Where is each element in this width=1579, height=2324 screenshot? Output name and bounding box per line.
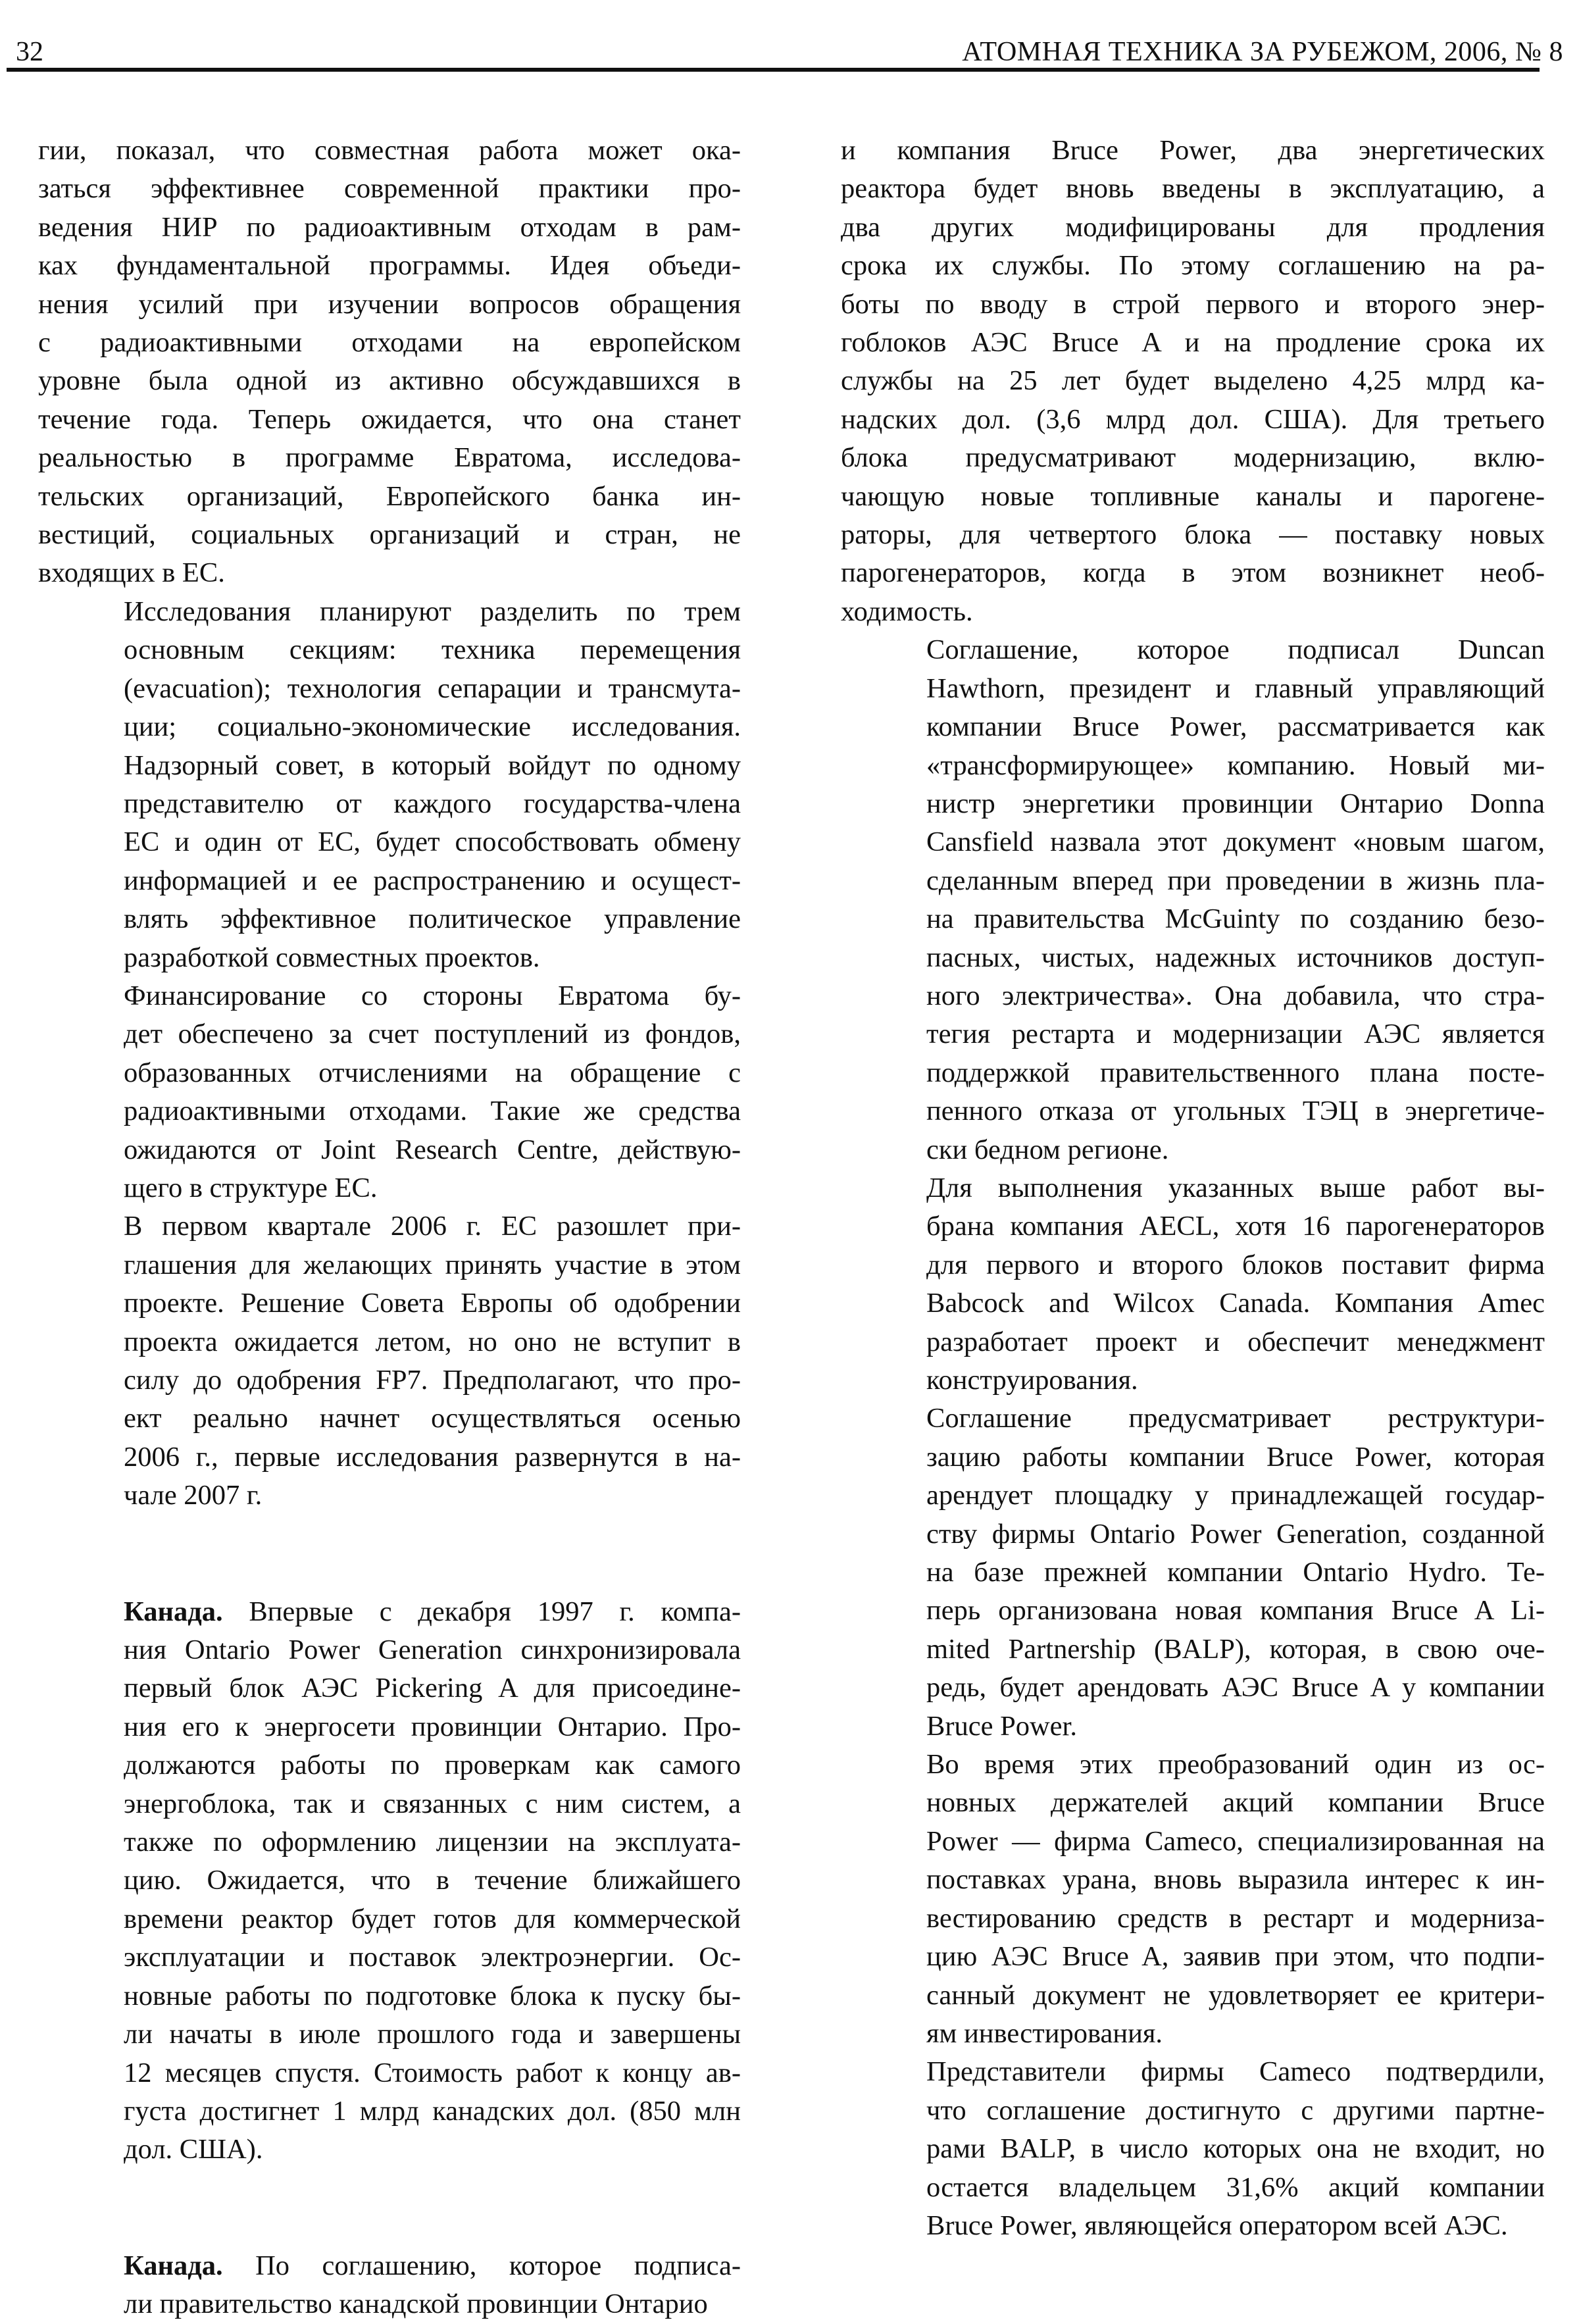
text-line: чающую новые топливные каналы и парогене- xyxy=(841,480,1545,512)
journal-title: АТОМНАЯ ТЕХНИКА ЗА РУБЕЖОМ, 2006, № 8 xyxy=(962,37,1563,67)
text-line: ного электричества». Она добавила, что стра- xyxy=(926,980,1545,1011)
text-line: Канада. По соглашению, которое подписа- xyxy=(124,2250,741,2281)
text-line: (evacuation); технология сепарации и трансмута- xyxy=(124,672,741,704)
section-gap xyxy=(38,1515,741,1593)
text-line: поставках урана, вновь выразила интерес к ин- xyxy=(926,1864,1545,1896)
text-line: ли правительство канадской провинции Онтарио xyxy=(124,2288,708,2320)
text-line: гоблоков АЭС Bruce A и на продление срока их xyxy=(841,327,1545,359)
text-line: информацией и ее распространению и осущест- xyxy=(124,865,741,896)
section-gap xyxy=(38,2169,741,2247)
text-line: заться эффективнее современной практики про- xyxy=(38,173,741,205)
text-line: Во время этих преобразований один из ос- xyxy=(926,1749,1545,1781)
text-line: с радиоактивными отходами на европейском xyxy=(38,327,741,359)
text-line: арендует площадку у принадлежащей государ- xyxy=(926,1480,1545,1511)
text-line: остается владельцем 31,6% акций компании xyxy=(926,2171,1545,2203)
right-column xyxy=(841,132,1545,2245)
text-line: на правительства McGuinty по созданию безо- xyxy=(926,903,1545,935)
text-line: уровне была одной из активно обсуждавшихся в xyxy=(38,365,741,397)
text-line: В первом квартале 2006 г. ЕС разошлет при- xyxy=(124,1211,741,1242)
text-line: Babcock and Wilcox Canada. Компания Amec xyxy=(926,1288,1545,1319)
text-line: тегия рестарта и модернизации АЭС является xyxy=(926,1019,1545,1050)
text-line: влять эффективное политическое управление xyxy=(124,903,741,935)
text-line: щего в структуре ЕС. xyxy=(124,1172,378,1203)
text-line: ожидаются от Joint Research Centre, действую- xyxy=(124,1134,741,1165)
text-line: эксплуатации и поставок электроэнергии. Ос- xyxy=(124,1942,741,1973)
text-line: густа достигнет 1 млрд канадских дол. (850 млн xyxy=(124,2095,741,2127)
text-line: поддержкой правительственного плана посте- xyxy=(926,1057,1545,1088)
paragraph xyxy=(38,977,741,1207)
text-line: первый блок АЭС Pickering A для присоедине- xyxy=(124,1673,741,1704)
text-line: вестиций, социальных организаций и стран, не xyxy=(38,519,741,551)
text-line: сделанным вперед при проведении в жизнь пла- xyxy=(926,865,1545,896)
text-line: также по оформлению лицензии на эксплуата- xyxy=(124,1827,741,1858)
text-line: времени реактор будет готов для коммерческой xyxy=(124,1903,741,1934)
text-line: службы на 25 лет будет выделено 4,25 млрд ка- xyxy=(841,365,1545,397)
text-line: ству фирмы Ontario Power Generation, созданной xyxy=(926,1518,1545,1550)
page-number: 32 xyxy=(16,37,43,67)
text-line: Bruce Power. xyxy=(926,1710,1077,1742)
paragraph xyxy=(841,631,1545,1169)
text-line: радиоактивными отходами. Такие же средства xyxy=(124,1096,741,1127)
text-line: 12 месяцев спустя. Стоимость работ к концу ав- xyxy=(124,2057,741,2088)
text-line: срока их службы. По этому соглашению на ра- xyxy=(841,250,1545,282)
text-line: дет обеспечено за счет поступлений из фондов, xyxy=(124,1019,741,1050)
text-line: пасных, чистых, надежных источников доступ- xyxy=(926,942,1545,973)
section-heading: Канада. xyxy=(124,1596,223,1627)
text-line: реактора будет вновь введены в эксплуатацию, а xyxy=(841,173,1545,205)
text-line: что соглашение достигнуто с другими партне- xyxy=(926,2094,1545,2126)
text-line: перь организована новая компания Bruce A Li- xyxy=(926,1595,1545,1627)
paragraph xyxy=(841,1746,1545,2053)
text-line: Соглашение предусматривает реструктури- xyxy=(926,1403,1545,1434)
text-line: Hawthorn, президент и главный управляющий xyxy=(926,672,1545,704)
text-line: чале 2007 г. xyxy=(124,1480,263,1511)
left-column xyxy=(38,132,741,2324)
text-line: проекте. Решение Совета Европы об одобрении xyxy=(124,1288,741,1319)
paragraph xyxy=(38,593,741,977)
text-line: ЕС и один от ЕС, будет способствовать обмену xyxy=(124,826,741,858)
text-line: ведения НИР по радиоактивным отходам в рам- xyxy=(38,211,741,243)
text-line: для первого и второго блоков поставит фирма xyxy=(926,1249,1545,1280)
text-line: образованных отчислениями на обращение с xyxy=(124,1057,741,1088)
text-line: разработает проект и обеспечит менеджмент xyxy=(926,1326,1545,1357)
text-line: новные работы по подготовке блока к пуску бы- xyxy=(124,1980,741,2011)
text-line: надских дол. (3,6 млрд дол. США). Для третьего xyxy=(841,403,1545,435)
paragraph xyxy=(841,1169,1545,1400)
text-line: ции; социально-экономические исследования. xyxy=(124,711,741,743)
text-line: входящих в ЕС. xyxy=(38,557,225,589)
text-line: новных держателей акций компании Bruce xyxy=(926,1787,1545,1819)
text-line: конструирования. xyxy=(926,1365,1138,1396)
paragraph xyxy=(38,132,741,593)
text-line: дол. США). xyxy=(124,2134,263,2165)
text-line: гии, показал, что совместная работа может ока- xyxy=(38,135,741,166)
text-line: блока предусматривают модернизацию, вклю- xyxy=(841,442,1545,474)
text-line: пенного отказа от угольных ТЭЦ в энергетиче- xyxy=(926,1096,1545,1127)
text-line: ект реально начнет осуществляться осенью xyxy=(124,1403,741,1434)
text-line: Power — фирма Cameco, специализированная на xyxy=(926,1825,1545,1857)
text-line: ния его к энергосети провинции Онтарио. Про- xyxy=(124,1711,741,1742)
text-line: раторы, для четвертого блока — поставку новых xyxy=(841,519,1545,551)
text-line: нистр энергетики провинции Онтарио Donna xyxy=(926,788,1545,819)
text-line: должаются работы по проверкам как самого xyxy=(124,1750,741,1781)
text-line: «трансформирующее» компанию. Новый ми- xyxy=(926,749,1545,781)
text-line: Надзорный совет, в который войдут по одному xyxy=(124,749,741,781)
text-line: цию. Ожидается, что в течение ближайшего xyxy=(124,1865,741,1896)
text-line: боты по вводу в строй первого и второго энер- xyxy=(841,288,1545,320)
text-line: Соглашение, которое подписал Duncan xyxy=(926,634,1545,666)
text-line: Представители фирмы Cameco подтвердили, xyxy=(926,2056,1545,2088)
text-line: глашения для желающих принять участие в этом xyxy=(124,1249,741,1280)
text-line: цию АЭС Bruce A, заявив при этом, что подпи- xyxy=(926,1941,1545,1973)
text-line: компании Bruce Power, рассматривается как xyxy=(926,711,1545,743)
paragraph xyxy=(841,132,1545,631)
text-line: рами BALP, в число которых она не входит, но xyxy=(926,2133,1545,2165)
paragraph xyxy=(38,1593,741,2169)
text-line: два других модифицированы для продления xyxy=(841,211,1545,243)
text-line: проекта ожидается летом, но оно не вступит в xyxy=(124,1326,741,1357)
text-line: mited Partnership (BALP), которая, в свою оче- xyxy=(926,1633,1545,1665)
paragraph xyxy=(38,1207,741,1515)
text-line: санный документ не удовлетворяет ее критери- xyxy=(926,1979,1545,2011)
text-line: ходимость. xyxy=(841,595,973,627)
text-line: течение года. Теперь ожидается, что она станет xyxy=(38,403,741,435)
text-line: зацию работы компании Bruce Power, которая xyxy=(926,1441,1545,1473)
text-line: представителю от каждого государства-члена xyxy=(124,788,741,819)
text-line: вестированию средств в рестарт и модерниза- xyxy=(926,1902,1545,1934)
text-line: ям инвестирования. xyxy=(926,2017,1163,2049)
text-line: основным секциям: техника перемещения xyxy=(124,634,741,666)
text-line: Cansfield назвала этот документ «новым шагом, xyxy=(926,826,1545,858)
text-line: парогенераторов, когда в этом возникнет необ- xyxy=(841,557,1545,589)
text-line: реальностью в программе Евратома, исследова- xyxy=(38,442,741,474)
text-line: брана компания AECL, хотя 16 парогенераторов xyxy=(926,1211,1545,1242)
section-heading: Канада. xyxy=(124,2250,223,2281)
text-line: Финансирование со стороны Евратома бу- xyxy=(124,980,741,1011)
header-rule xyxy=(7,68,1540,72)
paragraph xyxy=(841,1400,1545,1746)
paragraph xyxy=(841,2053,1545,2245)
text-line: и компания Bruce Power, два энергетических xyxy=(841,135,1545,166)
text-line: Канада. Впервые с декабря 1997 г. компа- xyxy=(124,1596,741,1627)
text-line: ли начаты в июле прошлого года и завершены xyxy=(124,2019,741,2050)
text-line: Для выполнения указанных выше работ вы- xyxy=(926,1172,1545,1203)
text-line: 2006 г., первые исследования развернутся в на- xyxy=(124,1441,741,1473)
text-line: ния Ontario Power Generation синхронизировала xyxy=(124,1634,741,1666)
text-line: на базе прежней компании Ontario Hydro. Те- xyxy=(926,1557,1545,1588)
text-line: ски бедном регионе. xyxy=(926,1134,1169,1165)
text-line: ках фундаментальной программы. Идея объеди- xyxy=(38,250,741,282)
text-line: Исследования планируют разделить по трем xyxy=(124,595,741,627)
text-line: редь, будет арендовать АЭС Bruce A у компании xyxy=(926,1672,1545,1704)
text-line: силу до одобрения FP7. Предполагают, что про- xyxy=(124,1365,741,1396)
text-line: энергоблока, так и связанных с ним систем, а xyxy=(124,1788,741,1819)
text-line: разработкой совместных проектов. xyxy=(124,942,540,973)
text-line: Bruce Power, являющейся оператором всей АЭС. xyxy=(926,2210,1508,2241)
paragraph xyxy=(38,2247,741,2324)
text-line: нения усилий при изучении вопросов обращения xyxy=(38,288,741,320)
text-line: тельских организаций, Европейского банка ин- xyxy=(38,480,741,512)
running-header xyxy=(16,26,1563,66)
